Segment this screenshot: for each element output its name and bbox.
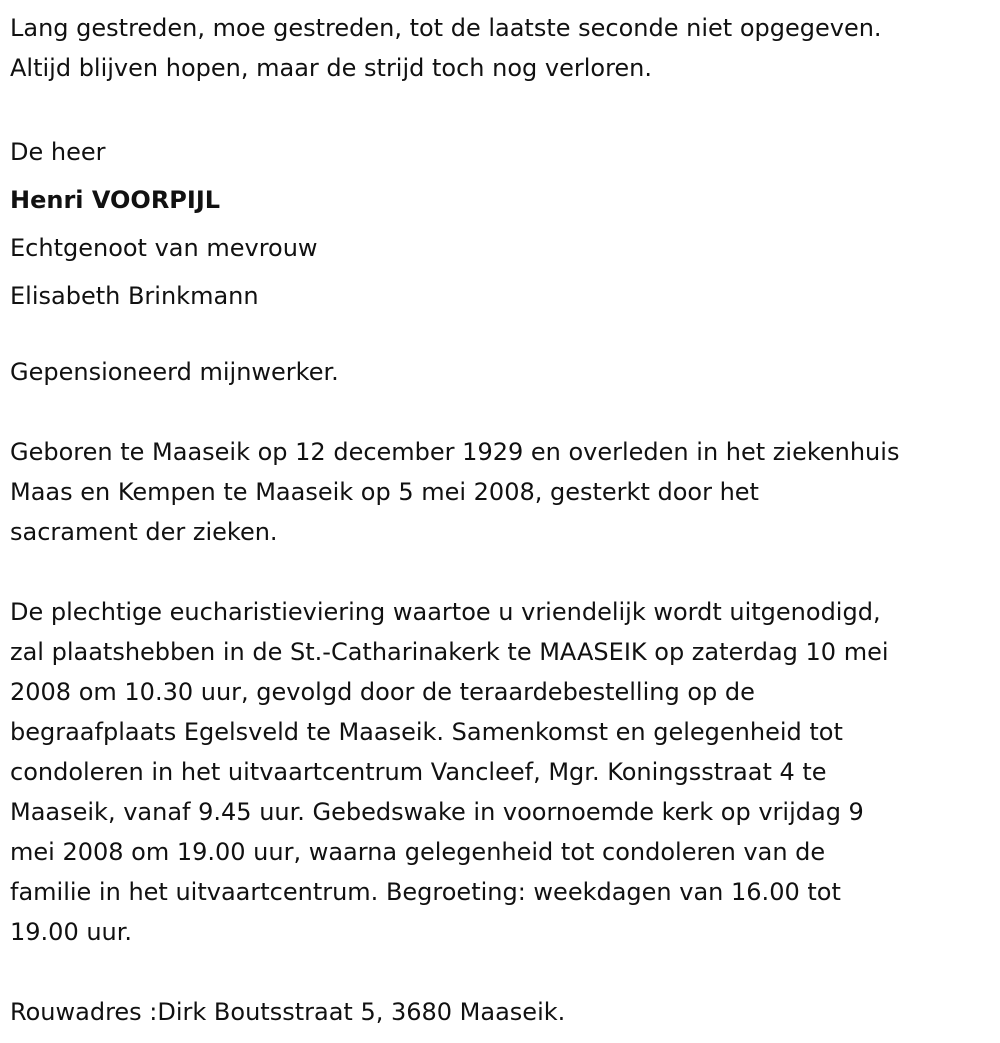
- mourning-address: Rouwadres :Dirk Boutsstraat 5, 3680 Maaseik.: [10, 998, 566, 1026]
- ceremony-line: De plechtige eucharistieviering waartoe u vriendelijk wordt uitgenodigd,: [10, 598, 881, 626]
- birth-death-line: sacrament der zieken.: [10, 518, 278, 546]
- birth-death-paragraph: [10, 432, 995, 552]
- ceremony-line: Maaseik, vanaf 9.45 uur. Gebedswake in voornoemde kerk op vrijdag 9: [10, 798, 864, 826]
- birth-death-line: Maas en Kempen te Maaseik op 5 mei 2008, gesterkt door het: [10, 478, 759, 506]
- ceremony-line: familie in het uitvaartcentrum. Begroeting: weekdagen van 16.00 tot: [10, 878, 841, 906]
- ceremony-line: begraafplaats Egelsveld te Maaseik. Samenkomst en gelegenheid tot: [10, 718, 843, 746]
- ceremony-line: zal plaatshebben in de St.-Catharinakerk te MAASEIK op zaterdag 10 mei: [10, 638, 889, 666]
- ceremony-line: condoleren in het uitvaartcentrum Vancleef, Mgr. Koningsstraat 4 te: [10, 758, 827, 786]
- motto-line: Lang gestreden, moe gestreden, tot de laatste seconde niet opgegeven.: [10, 14, 882, 42]
- occupation: Gepensioneerd mijnwerker.: [10, 358, 339, 386]
- spouse-name: Elisabeth Brinkmann: [10, 282, 259, 310]
- deceased-name: Henri VOORPIJL: [10, 186, 221, 214]
- motto-line: Altijd blijven hopen, maar de strijd toch nog verloren.: [10, 54, 653, 82]
- salutation: De heer: [10, 138, 106, 166]
- birth-death-line: Geboren te Maaseik op 12 december 1929 en overleden in het ziekenhuis: [10, 438, 900, 466]
- spouse-line: Echtgenoot van mevrouw: [10, 234, 318, 262]
- address-paragraph: [10, 992, 995, 1032]
- ceremony-line: mei 2008 om 19.00 uur, waarna gelegenheid tot condoleren van de: [10, 838, 826, 866]
- person-block: [10, 128, 995, 320]
- obituary-notice: [10, 8, 995, 1032]
- motto-paragraph: [10, 8, 995, 88]
- occupation-paragraph: [10, 352, 995, 392]
- ceremony-line: 2008 om 10.30 uur, gevolgd door de teraardebestelling op de: [10, 678, 755, 706]
- ceremony-line: 19.00 uur.: [10, 918, 133, 946]
- ceremony-paragraph: [10, 592, 995, 952]
